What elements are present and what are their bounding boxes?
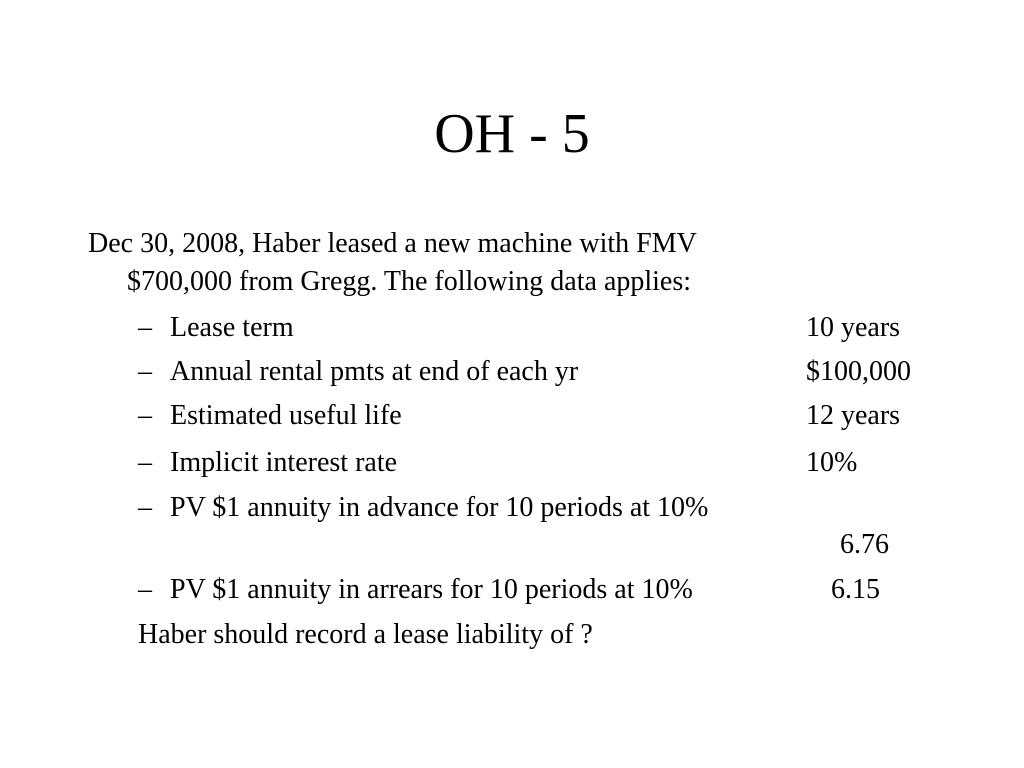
- intro-line-1: Dec 30, 2008, Haber leased a new machine with FMV: [88, 228, 697, 259]
- item-label-useful-life: Estimated useful life: [170, 400, 402, 431]
- intro-line-2: $700,000 from Gregg. The following data applies:: [127, 266, 692, 297]
- item-label-lease-term: Lease term: [170, 312, 294, 343]
- bullet-dash: –: [138, 356, 152, 387]
- bullet-dash: –: [138, 574, 152, 605]
- bullet-dash: –: [138, 400, 152, 431]
- bullet-dash: –: [138, 492, 152, 523]
- bullet-dash: –: [138, 447, 152, 478]
- slide-title: OH - 5: [434, 103, 590, 165]
- item-value-lease-term: 10 years: [806, 312, 901, 343]
- item-value-pv-arrears: 6.15: [831, 574, 880, 605]
- item-value-pv-advance: 6.76: [840, 529, 889, 560]
- item-label-pv-advance: PV $1 annuity in advance for 10 periods at 10%: [170, 492, 709, 523]
- question-text: Haber should record a lease liability of ?: [138, 619, 593, 650]
- item-label-pv-arrears: PV $1 annuity in arrears for 10 periods at 10%: [170, 574, 693, 605]
- item-label-annual-rental: Annual rental pmts at end of each yr: [170, 356, 579, 387]
- item-label-interest-rate: Implicit interest rate: [170, 447, 398, 478]
- bullet-dash: –: [138, 312, 152, 343]
- item-value-useful-life: 12 years: [806, 400, 901, 431]
- item-value-annual-rental: $100,000: [806, 356, 911, 387]
- item-value-interest-rate: 10%: [806, 447, 858, 478]
